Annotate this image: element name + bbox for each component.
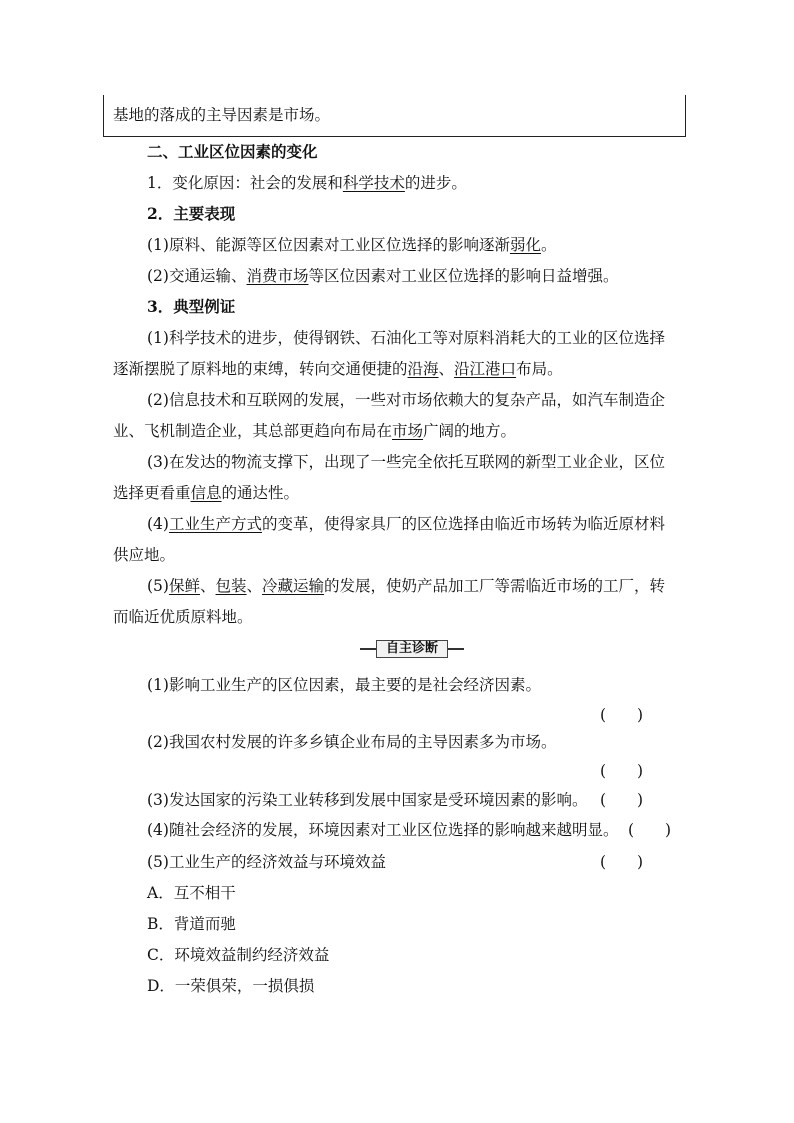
item-2-2-underlined: 消费市场 <box>246 267 309 285</box>
example-5-underlined-2: 包装 <box>215 577 247 595</box>
answer-blank-2: ( ) <box>600 762 644 780</box>
section-title: 二、工业区位因素的变化 <box>147 142 318 161</box>
example-5-sep-1: 、 <box>199 577 216 595</box>
example-2-line-1: (2)信息技术和互联网的发展，一些对市场依赖大的复杂产品，如汽车制造企 <box>147 391 665 409</box>
item-1-underlined: 科学技术 <box>342 174 405 192</box>
example-1-sep: 、 <box>438 360 455 378</box>
self-diagnosis-label: 自主诊断 <box>376 640 448 658</box>
example-1-underlined-1: 沿海 <box>407 360 439 378</box>
box-text: 基地的落成的主导因素是市场。 <box>113 106 331 124</box>
item-1-text: 1．变化原因：社会的发展和 <box>147 174 343 192</box>
example-4-text: 的变革，使得家具厂的区位选择由临近市场转为临近原材料 <box>261 515 665 533</box>
example-5-sep-2: 、 <box>246 577 263 595</box>
example-1-line-2 <box>113 358 563 380</box>
answer-blank-3: ( ) <box>600 791 644 809</box>
option-c: C．环境效益制约经济效益 <box>147 946 330 964</box>
example-1-end: 布局。 <box>516 360 563 378</box>
item-2-2-text: (2)交通运输、 <box>147 267 247 285</box>
example-4-underlined: 工业生产方式 <box>168 515 262 533</box>
example-3-text: 选择更看重 <box>113 484 191 502</box>
question-3: (3)发达国家的污染工业转移到发展中国家是受环境因素的影响。 <box>147 791 588 809</box>
example-5-line-1 <box>147 575 665 597</box>
example-2-underlined: 市场 <box>392 422 424 440</box>
example-4-num: (4) <box>147 515 169 533</box>
example-5-line-2: 而临近优质原料地。 <box>113 608 253 626</box>
question-5: (5)工业生产的经济效益与环境效益 <box>147 853 386 871</box>
example-2-end: 广阔的地方。 <box>423 422 517 440</box>
example-4-line-2: 供应地。 <box>113 546 176 564</box>
item-2-1-end: 。 <box>540 236 557 254</box>
example-1-text: 逐渐摆脱了原料地的束缚，转向交通便捷的 <box>113 360 408 378</box>
example-4-line-1 <box>147 513 665 535</box>
example-3-underlined: 信息 <box>190 484 222 502</box>
item-2-2 <box>147 265 619 287</box>
item-2-1-underlined: 弱化 <box>509 236 541 254</box>
item-1-end: 的进步。 <box>404 174 467 192</box>
example-5-underlined-1: 保鲜 <box>168 577 200 595</box>
example-2-line-2 <box>113 420 516 442</box>
item-2-2-end: 等区位因素对工业区位选择的影响日益增强。 <box>308 267 619 285</box>
answer-blank-5: ( ) <box>600 853 644 871</box>
example-3-line-2 <box>113 482 299 504</box>
item-3-heading: 3．典型例证 <box>147 297 236 316</box>
carryover-box <box>103 95 686 137</box>
item-2-1-text: (1)原料、能源等区位因素对工业区位选择的影响逐渐 <box>147 236 510 254</box>
answer-blank-4: ( ) <box>628 821 672 839</box>
question-4: (4)随社会经济的发展，环境因素对工业区位选择的影响越来越明显。 <box>147 821 619 839</box>
item-1 <box>147 172 467 194</box>
question-2: (2)我国农村发展的许多乡镇企业布局的主导因素多为市场。 <box>147 733 557 751</box>
answer-blank-1: ( ) <box>600 706 644 724</box>
example-2-text: 业、飞机制造企业，其总部更趋向布局在 <box>113 422 393 440</box>
option-a: A．互不相干 <box>147 884 236 902</box>
option-d: D．一荣俱荣，一损俱损 <box>147 977 315 995</box>
self-diagnosis-banner <box>360 640 464 658</box>
item-2-1 <box>147 234 557 256</box>
question-1: (1)影响工业生产的区位因素，最主要的是社会经济因素。 <box>147 676 541 694</box>
example-5-num: (5) <box>147 577 169 595</box>
example-3-end: 的通达性。 <box>221 484 300 502</box>
option-b: B．背道而驰 <box>147 915 236 933</box>
example-5-underlined-3: 冷藏运输 <box>262 577 325 595</box>
item-2-heading: 2．主要表现 <box>147 204 236 223</box>
example-5-text: 的发展，使奶产品加工厂等需临近市场的工厂，转 <box>324 577 666 595</box>
example-1-underlined-2: 沿江港口 <box>454 360 517 378</box>
example-1-line-1: (1)科学技术的进步，使得钢铁、石油化工等对原料消耗大的工业的区位选择 <box>147 329 665 347</box>
example-3-line-1: (3)在发达的物流支撑下，出现了一些完全依托互联网的新型工业企业，区位 <box>147 453 665 471</box>
